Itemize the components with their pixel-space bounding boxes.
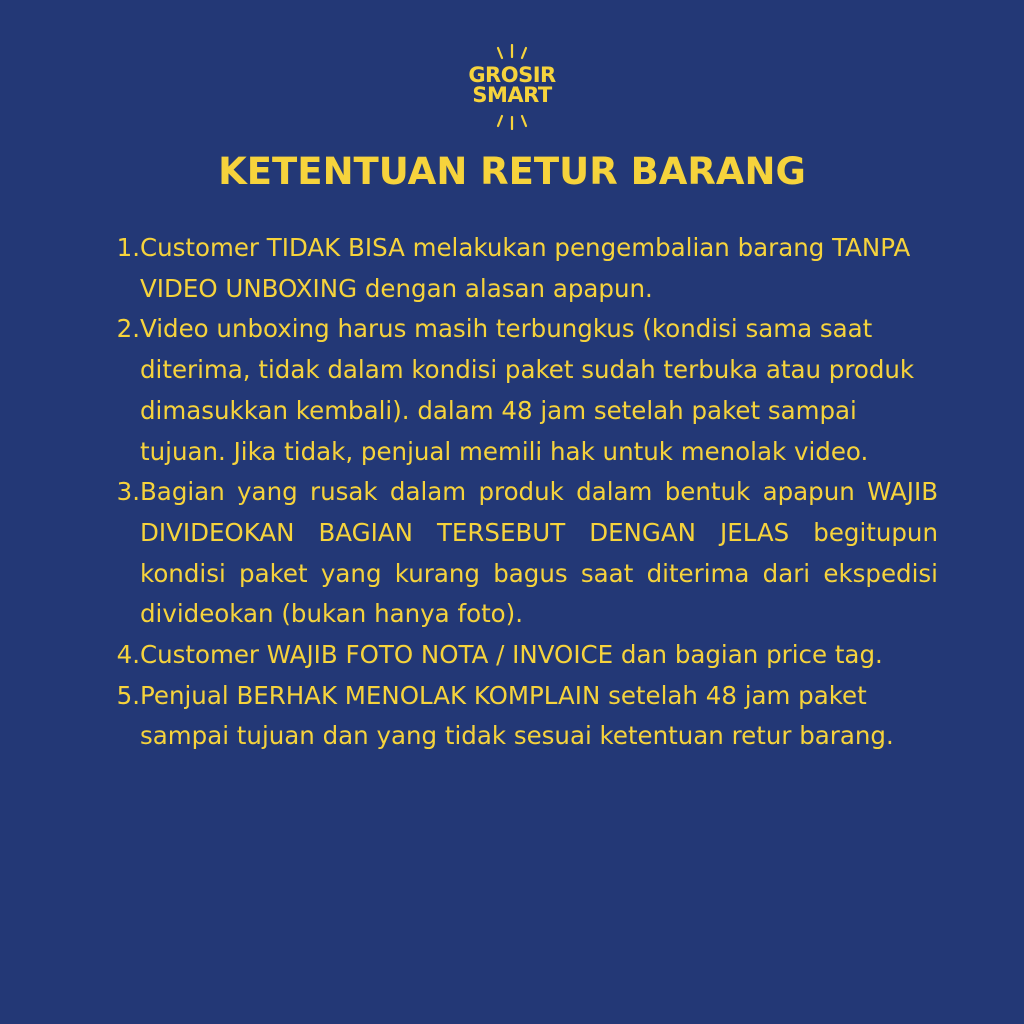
rules-list (108, 228, 938, 757)
grosir-smart-logo (462, 44, 562, 130)
list-item (108, 472, 938, 635)
item-number: 1. (116, 233, 140, 262)
item-number: 2. (116, 314, 140, 344)
item-number: 3. (116, 477, 140, 507)
list-item (108, 635, 938, 676)
item-text: Bagian yang rusak dalam produk dalam bentuk apapun WAJIB DIVIDEOKAN BAGIAN TERSEBUT DENGAN JELAS begitupun kondisi paket yang kurang bagus saat diterima dari ekspedisi divideokan (bukan hanya foto). (140, 477, 938, 629)
page-title: KETENTUAN RETUR BARANG (218, 150, 806, 193)
item-text: Video unboxing harus masih terbungkus (kondisi sama saat diterima, tidak dalam kondisi paket sudah terbuka atau produk dimasukkan kembali). dalam 48 jam setelah paket sampai tujuan. Jika tidak, penjual memili hak untuk menolak video. (140, 314, 915, 466)
list-item (108, 228, 938, 309)
item-text: Customer TIDAK BISA melakukan pengembalian barang TANPA VIDEO UNBOXING dengan alasan apapun. (140, 233, 911, 303)
item-text: Penjual BERHAK MENOLAK KOMPLAIN setelah 48 jam paket sampai tujuan dan yang tidak sesuai ketentuan retur barang. (140, 680, 894, 751)
item-number: 4. (116, 640, 140, 670)
list-item (108, 309, 938, 472)
list-item (108, 676, 938, 757)
logo-text-line1: GROSIR (468, 63, 556, 87)
item-text: Customer WAJIB FOTO NOTA / INVOICE dan bagian price tag. (140, 640, 883, 670)
logo-text-line2: SMART (472, 83, 552, 107)
item-number: 5. (116, 680, 140, 710)
